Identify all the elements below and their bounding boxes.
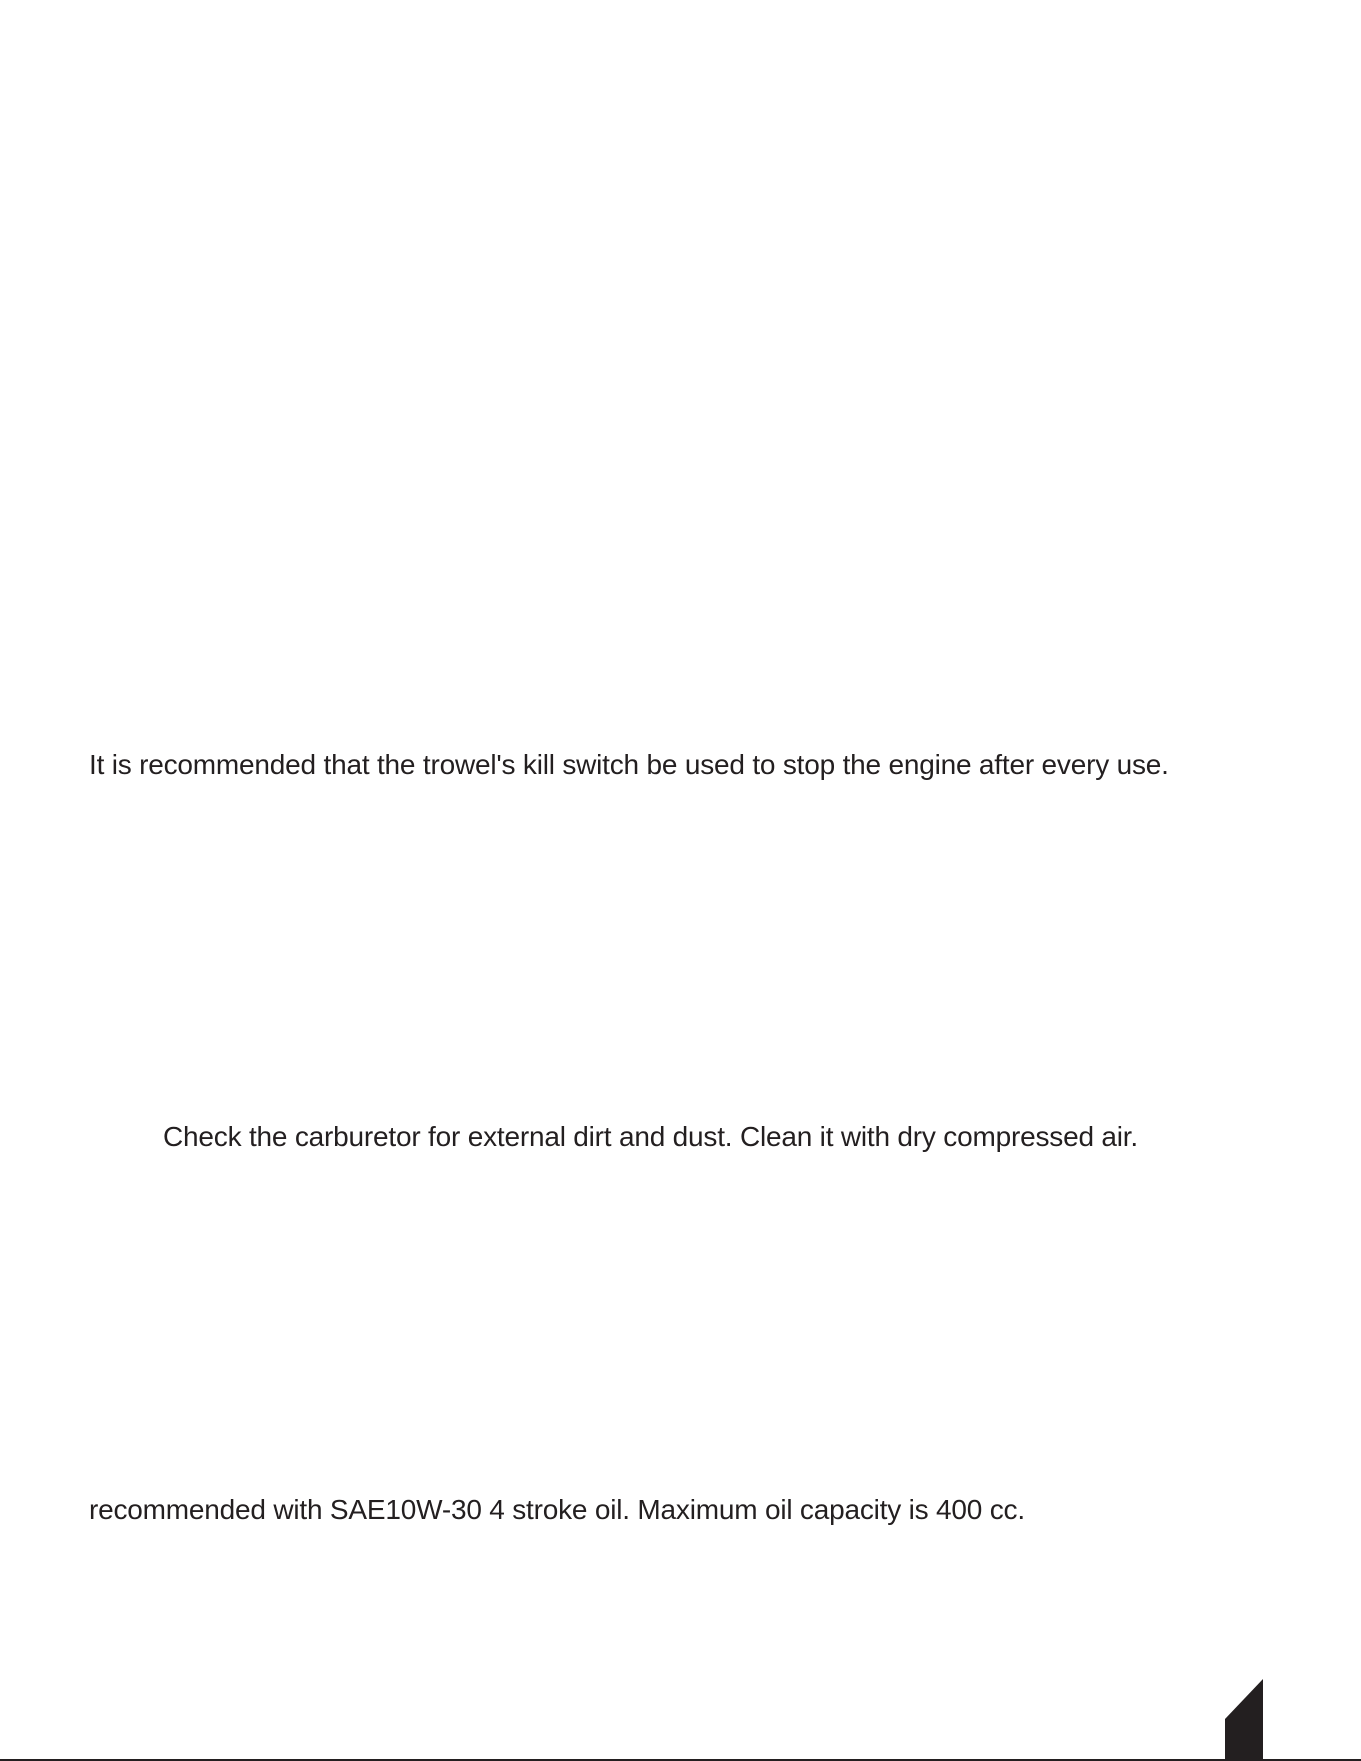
page-corner-tab <box>1225 1679 1263 1761</box>
carburetor-cleaning-text: Check the carburetor for external dirt and dust. Clean it with dry compressed air. <box>163 1121 1138 1152</box>
kill-switch-recommendation-text: It is recommended that the trowel's kill switch be used to stop the engine after every use. <box>89 749 1169 780</box>
oil-capacity-text: recommended with SAE10W-30 4 stroke oil. Maximum oil capacity is 400 cc. <box>89 1494 1025 1525</box>
